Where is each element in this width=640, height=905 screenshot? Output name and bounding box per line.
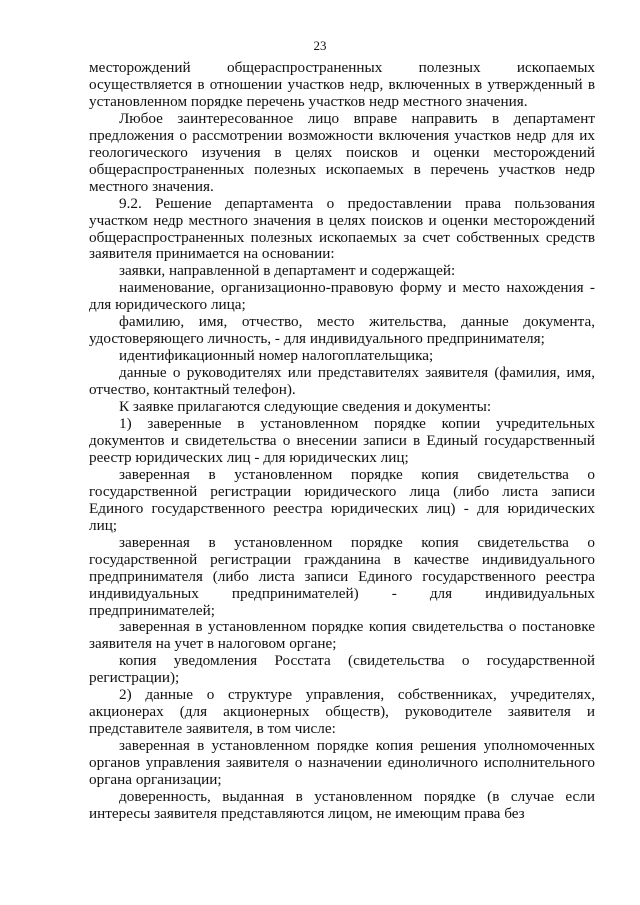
paragraph: заверенная в установленном порядке копия свидетельства о постановке заявителя на учет в налоговом органе;	[89, 618, 595, 653]
paragraph: заверенная в установленном порядке копия решения уполномоченных органов управления заявителя о назначении единоличного исполнительного органа организации;	[89, 737, 595, 789]
paragraph: заверенная в установленном порядке копия свидетельства о государственной регистрации гражданина в качестве индивидуального предпринимателя (либо листа записи Единого государственного реестра индивидуальных предпринимателей) - для индивидуальных предпринимателей;	[89, 533, 595, 619]
paragraph: заверенная в установленном порядке копия свидетельства о государственной регистрации юридического лица (либо листа записи Единого государственного реестра юридических лиц) - для юридических лиц;	[89, 465, 595, 534]
paragraph: идентификационный номер налогоплательщика;	[119, 347, 434, 365]
paragraph: данные о руководителях или представителях заявителя (фамилия, имя, отчество, контактный телефон).	[89, 364, 595, 399]
paragraph: Любое заинтересованное лицо вправе направить в департамент предложения о рассмотрении возможности включения участков недр для их геологического изучения в целях поисков и оценки месторождений общераспространенных полезных ископаемых в перечень участков недр местного значения.	[89, 109, 595, 195]
paragraph: 2) данные о структуре управления, собственниках, учредителях, акционерах (для акционерных обществ), руководителе заявителя и представителе заявителя, в том числе:	[89, 686, 595, 738]
paragraph: заявки, направленной в департамент и содержащей:	[119, 262, 456, 280]
paragraph: 1) заверенные в установленном порядке копии учредительных документов и свидетельства о внесении записи в Единый государственный реестр юридических лиц - для юридических лиц;	[89, 415, 595, 466]
paragraph: копия уведомления Росстата (свидетельства о государственной регистрации);	[89, 652, 595, 687]
paragraph: наименование, организационно-правовую форму и место нахождения - для юридического лица;	[89, 279, 595, 314]
page-number: 23	[313, 38, 327, 53]
document-body	[89, 60, 595, 823]
paragraph: фамилию, имя, отчество, место жительства, данные документа, удостоверяющего личность, - для индивидуального предпринимателя;	[89, 313, 595, 348]
paragraph: К заявке прилагаются следующие сведения и документы:	[119, 398, 492, 416]
paragraph: 9.2. Решение департамента о предоставлении права пользования участком недр местного значения в целях поисков и оценки месторождений общераспространенных полезных ископаемых за счет собственных средств заявителя принимается на основании:	[89, 194, 595, 263]
paragraph: месторождений общераспространенных полезных ископаемых осуществляется в отношении участков недр, включенных в утвержденный в установленном порядке перечень участков недр местного значения.	[89, 59, 595, 110]
paragraph: доверенность, выданная в установленном порядке (в случае если интересы заявителя представляются лицом, не имеющим права без	[89, 787, 595, 822]
